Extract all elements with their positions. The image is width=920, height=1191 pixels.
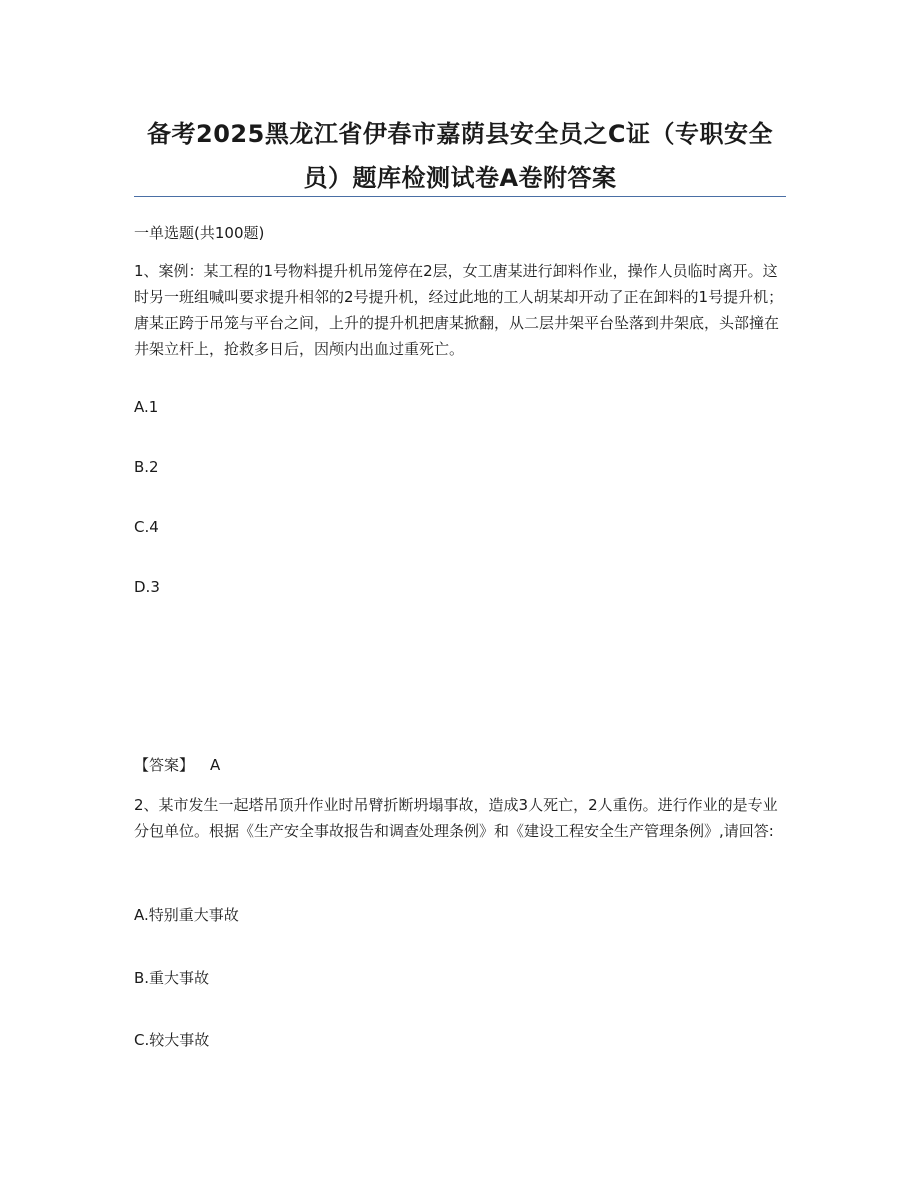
question-2-text: 2、某市发生一起塔吊顶升作业时吊臂折断坍塌事故，造成3人死亡，2人重伤。进行作业的是专业分包单位。根据《生产安全事故报告和调查处理条例》和《建设工程安全生产管理条例》,请回答: bbox=[134, 796, 778, 840]
section-label: 一单选题(共100题) bbox=[134, 224, 265, 242]
title-divider bbox=[134, 196, 786, 197]
question-1-option-d: D.3 bbox=[134, 578, 160, 596]
question-1-option-b: B.2 bbox=[134, 458, 159, 476]
question-1-text: 1、案例：某工程的1号物料提升机吊笼停在2层，女工唐某进行卸料作业，操作人员临时离开。这时另一班组喊叫要求提升相邻的2号提升机，经过此地的工人胡某却开动了正在卸料的1号提升机；唐某正跨于吊笼与平台之间，上升的提升机把唐某掀翻，从二层井架平台坠落到井架底，头部撞在井架立杆上，抢救多日后，因颅内出血过重死亡。 bbox=[134, 262, 784, 358]
question-1-answer bbox=[134, 754, 220, 776]
question-2-option-a: A.特别重大事故 bbox=[134, 906, 239, 924]
question-2-option-b: B.重大事故 bbox=[134, 969, 210, 987]
question-1-option-c: C.4 bbox=[134, 518, 159, 536]
question-2-option-c: C.较大事故 bbox=[134, 1031, 210, 1049]
question-1-option-a: A.1 bbox=[134, 398, 159, 416]
title-line-2: 员）题库检测试卷A卷附答案 bbox=[303, 164, 617, 192]
answer-value: A bbox=[210, 756, 221, 774]
answer-label: 【答案】 bbox=[134, 756, 195, 774]
document-title bbox=[120, 112, 800, 200]
title-line-1: 备考2025黑龙江省伊春市嘉荫县安全员之C证（专职安全 bbox=[147, 120, 773, 148]
